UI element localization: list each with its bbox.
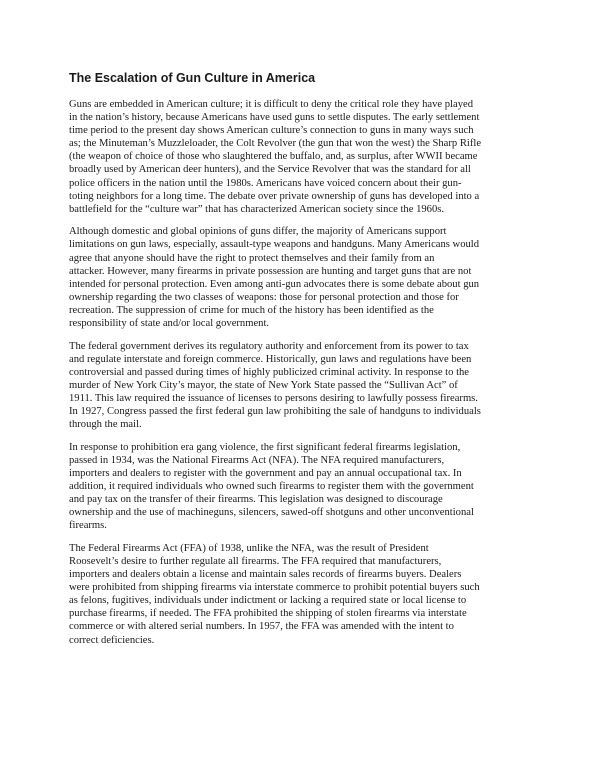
text-line: battlefield for the “culture war” that has characterized American society since the 1960s. xyxy=(69,203,445,215)
paragraph-1 xyxy=(69,98,535,216)
document-title: The Escalation of Gun Culture in America xyxy=(69,71,316,85)
text-line: recreation. The suppression of crime for much of the history has been identified as the xyxy=(69,304,434,316)
text-line: as felons, fugitives, individuals under indictment or lacking a required state or local license to xyxy=(69,595,467,607)
text-line: importers and dealers to register with the government and pay an annual occupational tax. In xyxy=(69,467,462,479)
text-line: responsibility of state and/or local government. xyxy=(69,318,270,329)
text-line: The federal government derives its regulatory authority and enforcement from its power to tax xyxy=(69,340,469,352)
text-line: police officers in the nation until the 1980s. Americans have voiced concern about their gun- xyxy=(69,177,462,189)
paragraph-3 xyxy=(69,340,535,432)
document-body xyxy=(69,98,535,656)
text-line: In 1927, Congress passed the first federal gun law prohibiting the sale of handguns to individuals xyxy=(69,406,481,418)
text-line: in the nation’s history, because Americans have used guns to settle disputes. The early settlement xyxy=(69,112,480,124)
text-line: 1911. This law required the issuance of licenses to persons desiring to lawfully possess firearms. xyxy=(69,392,478,404)
text-line: Although domestic and global opinions of guns differ, the majority of Americans support xyxy=(69,226,447,238)
text-line: time period to the present day shows American culture’s connection to guns in many ways such xyxy=(69,125,474,137)
text-line: ownership and the use of machineguns, silencers, sawed-off shotguns and other unconventional xyxy=(69,507,474,519)
text-line: commerce or with altered serial numbers. In 1957, the FFA was amended with the intent to xyxy=(69,621,454,633)
text-line: Roosevelt’s desire to further regulate all firearms. The FFA required that manufacturers, xyxy=(69,556,442,567)
text-line: importers and dealers obtain a license and maintain sales records of firearms buyers. Dealers xyxy=(69,569,462,581)
text-line: ownership regarding the two classes of weapons: those for personal protection and those for xyxy=(69,291,459,303)
text-line: through the mail. xyxy=(69,419,142,431)
text-line: firearms. xyxy=(69,520,107,532)
text-line: attacker. However, many firearms in private possession are hunting and target guns that are not xyxy=(69,265,472,277)
text-line: and pay tax on the transfer of their firearms. This legislation was designed to discourage xyxy=(69,494,443,506)
text-line: toting neighbors for a long time. The debate over private ownership of guns has developed into a xyxy=(69,190,480,202)
text-line: purchase firearms, if needed. The FFA prohibited the shipping of stolen firearms via interstate xyxy=(69,608,467,620)
text-line: passed in 1934, was the National Firearms Act (NFA). The NFA required manufacturers, xyxy=(69,454,445,466)
text-line: correct deficiencies. xyxy=(69,634,155,646)
text-line: agree that anyone should have the right to protect themselves and their family from an xyxy=(69,252,435,264)
text-line: and regulate interstate and foreign commerce. Historically, gun laws and regulations have been xyxy=(69,353,472,365)
text-line: limitations on gun laws, especially, assault-type weapons and handguns. Many Americans would xyxy=(69,239,480,251)
paragraph-5 xyxy=(69,542,535,647)
text-line: murder of New York City’s mayor, the state of New York State passed the “Sullivan Act” of xyxy=(69,379,458,391)
text-line: intended for personal protection. Even among anti-gun advocates there is some debate about gun xyxy=(69,278,480,290)
text-line: Guns are embedded in American culture; it is difficult to deny the critical role they have played xyxy=(69,99,473,110)
text-line: The Federal Firearms Act (FFA) of 1938, unlike the NFA, was the result of President xyxy=(69,542,429,554)
text-line: as; the Minuteman’s Muzzleloader, the Colt Revolver (the gun that won the west) the Sharp Rifle xyxy=(69,138,482,150)
text-line: controversial and passed during times of highly publicized criminal activity. In response to the xyxy=(69,366,470,378)
text-line: broadly used by American deer hunters), and the Service Revolver that was the standard for all xyxy=(69,164,471,176)
text-line: addition, it required individuals who owned such firearms to register them with the government xyxy=(69,481,474,493)
text-line: were prohibited from shipping firearms via interstate commerce to prohibit potential buyers such xyxy=(69,582,480,594)
text-line: (the weapon of choice of those who slaughtered the buffalo, and, as surplus, after WWII became xyxy=(69,151,478,163)
paragraph-2 xyxy=(69,225,535,330)
paragraph-4 xyxy=(69,441,535,533)
text-line: In response to prohibition era gang violence, the first significant federal firearms legislation, xyxy=(69,441,461,453)
